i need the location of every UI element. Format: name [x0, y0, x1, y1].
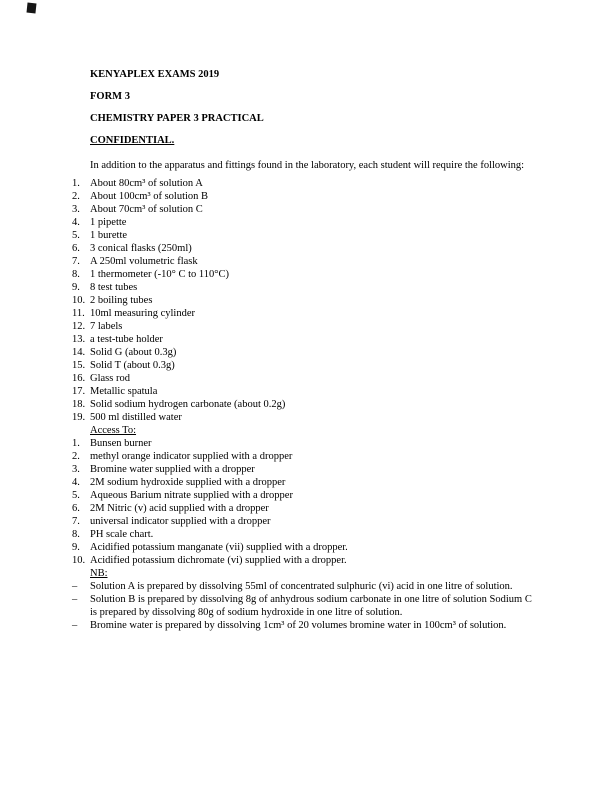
exam-title: KENYAPLEX EXAMS 2019 [90, 69, 220, 80]
requirement-text: A 250ml volumetric flask [90, 256, 198, 267]
requirement-text: Metallic spatula [90, 386, 158, 397]
confidential-heading: CONFIDENTIAL. [90, 135, 175, 146]
access-heading: Access To: [90, 425, 137, 436]
requirement-item [72, 190, 540, 203]
scan-artifact [27, 3, 37, 14]
document-content [72, 68, 540, 632]
requirements-list [72, 177, 540, 424]
requirement-text: 500 ml distilled water [90, 412, 182, 423]
access-item [72, 502, 540, 515]
requirement-item [72, 333, 540, 346]
requirement-text: Glass rod [90, 373, 130, 384]
requirement-item [72, 411, 540, 424]
nb-text: Solution A is prepared by dissolving 55ml of concentrated sulphuric (vi) acid in one litre of solution. [90, 581, 513, 592]
access-item [72, 450, 540, 463]
form-level: FORM 3 [90, 91, 130, 102]
nb-item [72, 593, 540, 619]
requirement-item [72, 177, 540, 190]
intro-paragraph: In addition to the apparatus and fittings found in the laboratory, each student will require the following: [90, 160, 525, 171]
access-text: Acidified potassium dichromate (vi) supplied with a dropper. [90, 555, 347, 566]
requirement-text: 1 burette [90, 230, 128, 241]
requirement-text: 1 thermometer (-10° C to 110°C) [90, 269, 229, 280]
nb-list [72, 580, 540, 632]
access-list [72, 437, 540, 567]
requirement-text: About 80cm³ of solution A [90, 178, 203, 189]
nb-text: Bromine water is prepared by dissolving 1cm³ of 20 volumes bromine water in 100cm³ of solution. [90, 620, 507, 631]
access-item [72, 515, 540, 528]
access-text: 2M sodium hydroxide supplied with a dropper [90, 477, 286, 488]
requirement-item [72, 216, 540, 229]
dash-marker: – [72, 620, 78, 631]
requirement-text: 1 pipette [90, 217, 127, 228]
requirement-item [72, 203, 540, 216]
access-text: 2M Nitric (v) acid supplied with a dropper [90, 503, 269, 514]
access-item [72, 437, 540, 450]
access-text: universal indicator supplied with a dropper [90, 516, 271, 527]
access-text: Aqueous Barium nitrate supplied with a dropper [90, 490, 293, 501]
requirement-text: Solid sodium hydrogen carbonate (about 0.2g) [90, 399, 286, 410]
access-text: methyl orange indicator supplied with a dropper [90, 451, 293, 462]
requirement-item [72, 294, 540, 307]
requirement-item [72, 385, 540, 398]
access-item [72, 489, 540, 502]
nb-item [72, 580, 540, 593]
access-item [72, 541, 540, 554]
nb-heading: NB: [90, 568, 108, 579]
requirement-item [72, 242, 540, 255]
requirement-item [72, 307, 540, 320]
requirement-text: About 70cm³ of solution C [90, 204, 203, 215]
requirement-text: 2 boiling tubes [90, 295, 153, 306]
requirement-item [72, 346, 540, 359]
requirement-item [72, 372, 540, 385]
access-text: PH scale chart. [90, 529, 154, 540]
requirement-item [72, 281, 540, 294]
access-text: Bunsen burner [90, 438, 152, 449]
requirement-text: About 100cm³ of solution B [90, 191, 209, 202]
paper-title: CHEMISTRY PAPER 3 PRACTICAL [90, 113, 264, 124]
requirement-text: a test-tube holder [90, 334, 163, 345]
requirement-text: 10ml measuring cylinder [90, 308, 195, 319]
nb-text: Solution B is prepared by dissolving 8g of anhydrous sodium carbonate in one litre of solution Sodium C is prepared by dissolving 80g of sodium hydroxide in one litre of solution. [90, 594, 532, 618]
access-item [72, 528, 540, 541]
access-text: Acidified potassium manganate (vii) supplied with a dropper. [90, 542, 348, 553]
access-text: Bromine water supplied with a dropper [90, 464, 255, 475]
nb-item [72, 619, 540, 632]
requirement-item [72, 320, 540, 333]
requirement-text: Solid G (about 0.3g) [90, 347, 177, 358]
access-item [72, 476, 540, 489]
requirement-item [72, 359, 540, 372]
dash-marker: – [72, 594, 78, 605]
requirement-item [72, 398, 540, 411]
access-item [72, 554, 540, 567]
requirement-text: 3 conical flasks (250ml) [90, 243, 192, 254]
dash-marker: – [72, 581, 78, 592]
access-item [72, 463, 540, 476]
requirement-item [72, 268, 540, 281]
requirement-item [72, 255, 540, 268]
requirement-text: Solid T (about 0.3g) [90, 360, 175, 371]
requirement-text: 7 labels [90, 321, 123, 332]
requirement-item [72, 229, 540, 242]
requirement-text: 8 test tubes [90, 282, 138, 293]
